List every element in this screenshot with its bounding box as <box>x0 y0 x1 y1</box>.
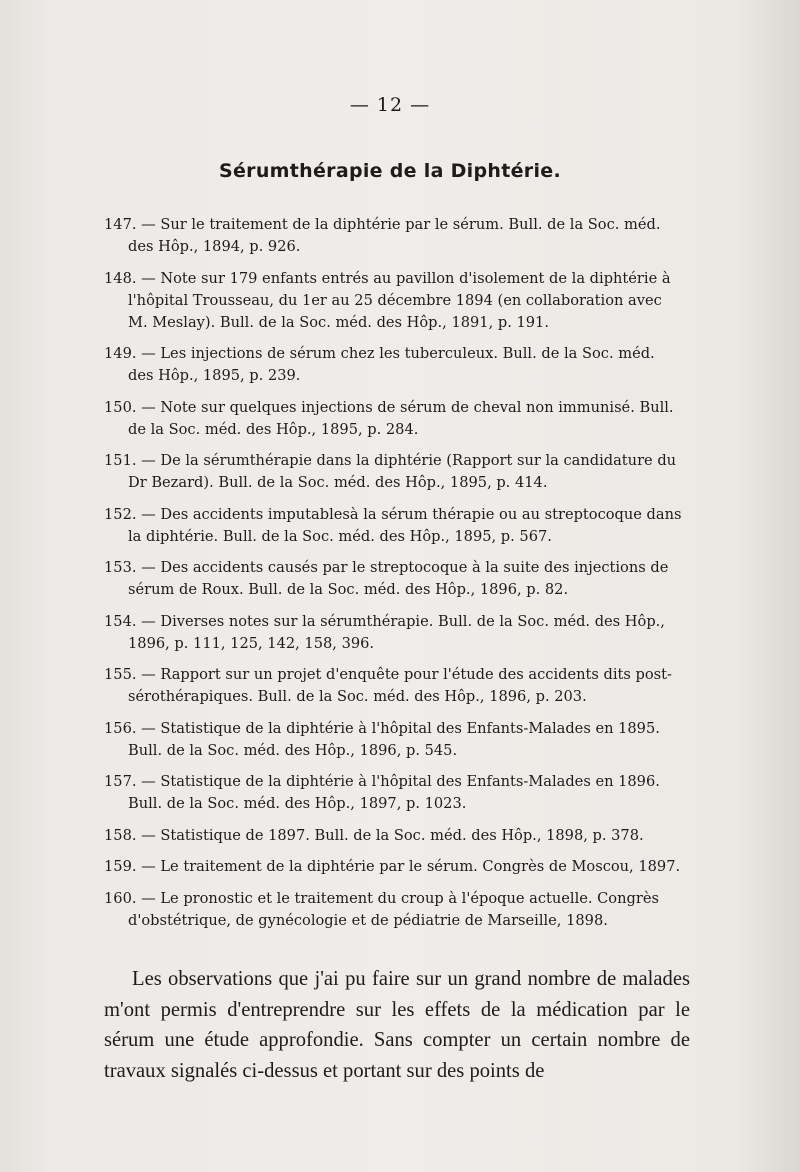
reference-152 <box>104 504 690 548</box>
reference-line: la diphtérie. Bull. de la Soc. méd. des Hôp., 1895, p. 567. <box>128 527 552 545</box>
reference-158 <box>104 825 690 847</box>
reference-line: 148. — Note sur 179 enfants entrés au pavillon d'isolement de la diphtérie à <box>104 269 671 287</box>
reference-line: 156. — Statistique de la diphtérie à l'hôpital des Enfants-Malades en 1895. <box>104 719 660 737</box>
reference-157 <box>104 771 690 815</box>
reference-148 <box>104 268 690 334</box>
reference-line: M. Meslay). Bull. de la Soc. méd. des Hôp., 1891, p. 191. <box>128 313 549 331</box>
section-title: Sérumthérapie de la Diphtérie. <box>219 160 561 182</box>
reference-line: l'hôpital Trousseau, du 1er au 25 décembre 1894 (en collaboration avec <box>128 291 662 309</box>
page-number: — 12 — <box>349 94 431 116</box>
reference-line: Dr Bezard). Bull. de la Soc. méd. des Hôp., 1895, p. 414. <box>128 474 548 491</box>
reference-155 <box>104 664 690 708</box>
reference-151 <box>104 450 690 494</box>
reference-line: d'obstétrique, de gynécologie et de pédiatrie de Marseille, 1898. <box>128 911 608 929</box>
reference-line: sérothérapiques. Bull. de la Soc. méd. des Hôp., 1896, p. 203. <box>128 688 587 705</box>
reference-line: de la Soc. méd. des Hôp., 1895, p. 284. <box>128 420 419 438</box>
reference-line: Bull. de la Soc. méd. des Hôp., 1897, p. 1023. <box>128 795 467 812</box>
reference-149 <box>104 343 690 387</box>
reference-156 <box>104 718 690 762</box>
reference-line: 147. — Sur le traitement de la diphtérie par le sérum. Bull. de la Soc. méd. <box>104 216 661 233</box>
reference-147 <box>104 214 690 258</box>
reference-line: 152. — Des accidents imputablesà la sérum thérapie ou au streptocoque dans <box>104 505 682 523</box>
reference-line: 155. — Rapport sur un projet d'enquête pour l'étude des accidents dits post- <box>104 666 672 683</box>
reference-list <box>104 214 690 941</box>
reference-line: 151. — De la sérumthérapie dans la diphtérie (Rapport sur la candidature du <box>104 452 677 469</box>
reference-line: 160. — Le pronostic et le traitement du croup à l'époque actuelle. Congrès <box>104 889 659 907</box>
reference-line: sérum de Roux. Bull. de la Soc. méd. des Hôp., 1896, p. 82. <box>128 581 569 598</box>
reference-line: 158. — Statistique de 1897. Bull. de la Soc. méd. des Hôp., 1898, p. 378. <box>104 826 644 844</box>
reference-line: Bull. de la Soc. méd. des Hôp., 1896, p. 545. <box>128 741 458 759</box>
reference-line: 149. — Les injections de sérum chez les tuberculeux. Bull. de la Soc. méd. <box>104 345 655 362</box>
reference-153 <box>104 557 690 601</box>
reference-line: des Hôp., 1894, p. 926. <box>128 238 301 255</box>
reference-line: 150. — Note sur quelques injections de sérum de cheval non immunisé. Bull. <box>104 398 674 416</box>
body-paragraph: Les observations que j'ai pu faire sur un grand nombre de malades m'ont permis d'entreprendre sur les effets de la médication par le sérum une étude approfondie. Sans compter un certain nombre de travaux signalés ci-dessus et portant sur des points de <box>104 968 690 1082</box>
reference-line: 1896, p. 111, 125, 142, 158, 396. <box>128 634 375 652</box>
reference-line: 159. — Le traitement de la diphtérie par le sérum. Congrès de Moscou, 1897. <box>104 858 681 875</box>
reference-160 <box>104 888 690 932</box>
reference-line: des Hôp., 1895, p. 239. <box>128 367 301 384</box>
reference-159 <box>104 856 690 878</box>
reference-150 <box>104 397 690 441</box>
reference-line: 157. — Statistique de la diphtérie à l'hôpital des Enfants-Malades en 1896. <box>104 773 660 790</box>
reference-154 <box>104 611 690 655</box>
reference-line: 153. — Des accidents causés par le streptocoque à la suite des injections de <box>104 559 669 576</box>
reference-line: 154. — Diverses notes sur la sérumthérapie. Bull. de la Soc. méd. des Hôp., <box>104 612 665 630</box>
